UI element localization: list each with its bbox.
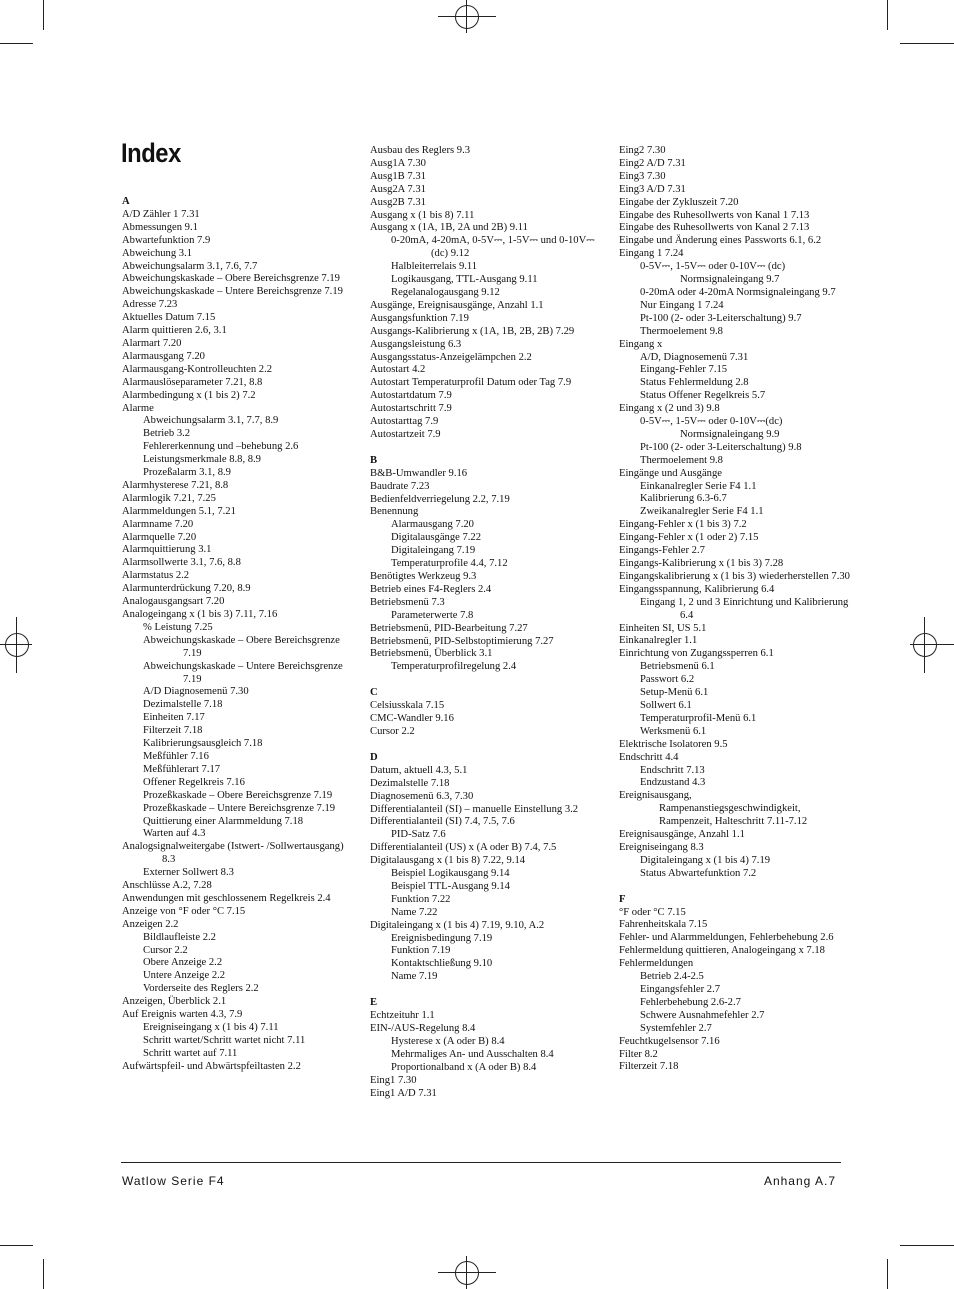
index-entry: Differentialanteil (SI) – manuelle Einstellung 3.2 (370, 803, 579, 815)
index-entry: Alarmauslöseparameter 7.21, 8.8 (122, 376, 263, 388)
index-entry: Digitalausgang x (1 bis 8) 7.22, 9.14 (370, 855, 526, 867)
index-entry: Fehlerbehebung 2.6-2.7 (640, 996, 741, 1008)
index-entry: Auf Ereignis warten 4.3, 7.9 (122, 1009, 243, 1021)
index-entry: Cursor 2.2 (143, 944, 188, 956)
registration-mark-bottom-h (438, 1272, 496, 1273)
index-entry: Einheiten 7.17 (143, 712, 205, 724)
index-entry: Eingang 1 7.24 (619, 248, 684, 260)
index-entry: Anzeigen, Überblick 2.1 (122, 996, 227, 1008)
index-entry: Funktion 7.22 (391, 893, 451, 905)
index-entry: Eingangsfehler 2.7 (640, 984, 721, 995)
index-entry: Ausgänge, Ereignisausgänge, Anzahl 1.1 (370, 299, 544, 311)
index-entry: Differentialanteil (SI) 7.4, 7.5, 7.6 (370, 816, 515, 828)
index-entry: Alarmunterdrückung 7.20, 8.9 (122, 583, 251, 595)
index-entry: Baudrate 7.23 (370, 480, 430, 492)
index-entry: Eingabe des Ruhesollwerts von Kanal 2 7.13 (619, 222, 810, 234)
index-entry: Analogeingang x (1 bis 3) 7.11, 7.16 (122, 609, 278, 620)
index-entry: Adresse 7.23 (122, 299, 178, 311)
index-entry: Diagnosemenü 6.3, 7.30 (370, 790, 474, 802)
index-entry: Autostartschritt 7.9 (370, 403, 452, 415)
index-entry: Filterzeit 7.18 (143, 725, 203, 737)
index-letter-heading: C (370, 687, 378, 699)
index-entry: Meßfühlerart 7.17 (143, 763, 221, 775)
index-entry: Anwendungen mit geschlossenem Regelkreis 2.4 (122, 892, 331, 904)
index-entry: % Leistung 7.25 (143, 621, 213, 633)
index-entry: B&B-Umwandler 9.16 (370, 467, 468, 479)
index-entry: Schritt wartet/Schritt wartet nicht 7.11 (143, 1034, 306, 1046)
index-entry: Digitaleingang 7.19 (391, 545, 476, 557)
index-entry: Prozeßkaskade – Untere Bereichsgrenze 7.19 (143, 802, 336, 814)
registration-mark-left-circle (5, 633, 29, 657)
index-entry: Alarmhysterese 7.21, 8.8 (122, 479, 229, 491)
crop-mark-bottom-right-v (887, 1259, 888, 1289)
index-entry: Pt-100 (2- oder 3-Leiterschaltung) 9.7 (640, 312, 802, 324)
index-entry: Name 7.22 (391, 906, 438, 918)
index-entry: Aktuelles Datum 7.15 (122, 312, 216, 324)
index-entry: Eing1 A/D 7.31 (370, 1087, 437, 1099)
index-entry: Ereigniseingang x (1 bis 4) 7.11 (143, 1022, 279, 1033)
index-entry: Passwort 6.2 (640, 674, 695, 686)
index-entry: Warten auf 4.3 (143, 828, 206, 840)
index-entry: Abmessungen 9.1 (122, 221, 198, 233)
registration-mark-top-h (438, 16, 496, 17)
index-entry: Betriebsmenü 7.3 (370, 596, 445, 608)
index-entry: Einkanalregler Serie F4 1.1 (640, 480, 757, 492)
index-entry: Benennung (370, 506, 419, 518)
index-entry: Temperaturprofil-Menü 6.1 (640, 712, 757, 724)
index-entry: A/D Zähler 1 7.31 (122, 208, 200, 220)
index-entry: Ausgang x (1A, 1B, 2A und 2B) 9.11 (370, 222, 528, 234)
index-entry: Eingangskalibrierung x (1 bis 3) wiederherstellen 7.30 (619, 570, 850, 582)
index-entry: Schritt wartet auf 7.11 (143, 1047, 238, 1059)
index-entry: Offener Regelkreis 7.16 (143, 776, 245, 788)
index-entry: Autostartzeit 7.9 (370, 428, 441, 440)
index-entry: Alarmausgang 7.20 (122, 350, 205, 362)
index-entry: Kontaktschließung 9.10 (391, 958, 493, 970)
index-entry: Status Offener Regelkreis 5.7 (640, 390, 766, 402)
index-entry: Eingangs-Fehler 2.7 (619, 545, 705, 557)
index-entry: Eingabe der Zykluszeit 7.20 (619, 196, 739, 208)
index-entry: Parameterwerte 7.8 (391, 609, 474, 621)
registration-mark-top-circle (455, 5, 479, 29)
crop-mark-bottom-right-h (900, 1245, 954, 1246)
index-entry: Name 7.19 (391, 971, 438, 983)
index-entry: Autostart 4.2 (370, 364, 426, 376)
index-entry: Benötigtes Werkzeug 9.3 (370, 571, 477, 582)
index-entry: Eingang-Fehler x (1 bis 3) 7.2 (619, 519, 747, 531)
index-entry: Einrichtung von Zugangssperren 6.1 (619, 648, 774, 660)
index-entry: Alarmart 7.20 (122, 337, 182, 349)
index-entry: Eingänge und Ausgänge (619, 467, 722, 479)
index-entry: Betrieb eines F4-Reglers 2.4 (370, 583, 492, 595)
index-entry: 0-20mA oder 4-20mA Normsignaleingang 9.7 (640, 286, 836, 298)
registration-mark-right-circle (913, 633, 937, 657)
registration-mark-right-h (910, 644, 954, 645)
index-entry: Alarmausgang 7.20 (391, 519, 474, 531)
index-entry: Abweichungskaskade – Untere Bereichsgrenze 7.19 (143, 660, 343, 685)
index-entry: A/D Diagnosemenü 7.30 (143, 686, 249, 698)
index-entry: Fehlermeldungen (619, 958, 694, 970)
index-letter-heading: B (370, 454, 378, 466)
index-entry: Fahrenheitskala 7.15 (619, 919, 708, 931)
index-entry: Proportionalband x (A oder B) 8.4 (391, 1061, 537, 1073)
index-entry: Meßfühler 7.16 (143, 750, 209, 762)
index-entry: Eingang x (619, 338, 663, 350)
index-entry: Alarmbedingung x (1 bis 2) 7.2 (122, 389, 256, 401)
index-entry: Ausg2B 7.31 (370, 196, 426, 208)
index-entry: Beispiel Logikausgang 9.14 (391, 868, 510, 880)
index-entry: Temperaturprofilregelung 2.4 (391, 661, 517, 673)
index-entry: Alarmsollwerte 3.1, 7.6, 8.8 (122, 557, 241, 569)
index-entry: Betrieb 3.2 (143, 428, 191, 440)
index-entry: Digitaleingang x (1 bis 4) 7.19 (640, 854, 771, 866)
index-letter-heading: E (370, 997, 378, 1009)
index-entry: Prozeßkaskade – Obere Bereichsgrenze 7.19 (143, 789, 333, 801)
index-entry: Alarmausgang-Kontrolleuchten 2.2 (122, 363, 273, 375)
index-entry: Betrieb 2.4-2.5 (640, 971, 704, 983)
index-entry: Autostarttag 7.9 (370, 416, 439, 428)
index-entry: Betriebsmenü, PID-Bearbeitung 7.27 (370, 622, 528, 634)
index-entry: Ereignisausgang, (619, 790, 692, 802)
index-entry: Analogsignalweitergabe (Istwert- /Sollwertausgang) 8.3 (122, 841, 344, 866)
index-entry: Setup-Menü 6.1 (640, 687, 709, 699)
index-entry: Alarme (122, 402, 154, 414)
index-entry: Vorderseite des Reglers 2.2 (143, 983, 259, 995)
index-entry: Differentialanteil (US) x (A oder B) 7.4, 7.5 (370, 842, 557, 854)
index-entry: Bedienfeldverriegelung 2.2, 7.19 (370, 493, 510, 505)
index-entry: 0-5V⎓, 1-5V⎓ oder 0-10V⎓(dc) Normsignaleingang 9.9 (640, 416, 783, 440)
index-entry: Ausgangsstatus-Anzeigelämpchen 2.2 (370, 351, 532, 363)
index-entry: Eingabe des Ruhesollwerts von Kanal 1 7.13 (619, 209, 810, 221)
index-entry: Temperaturprofile 4.4, 7.12 (391, 558, 508, 570)
crop-mark-top-left-h (0, 43, 33, 44)
index-entry: Autostart Temperaturprofil Datum oder Tag 7.9 (370, 377, 572, 389)
index-entry: Mehrmaliges An- und Ausschalten 8.4 (391, 1048, 554, 1060)
index-entry: Einkanalregler 1.1 (619, 635, 698, 647)
index-entry: Eing2 7.30 (619, 145, 666, 156)
crop-mark-top-right-h (900, 43, 954, 44)
index-entry: Alarmname 7.20 (122, 518, 194, 530)
index-entry: Eingang 1, 2 und 3 Einrichtung und Kalibrierung 6.4 (640, 596, 849, 621)
index-entry: Obere Anzeige 2.2 (143, 957, 223, 969)
index-entry: Ereignisbedingung 7.19 (391, 932, 493, 944)
index-entry: Datum, aktuell 4.3, 5.1 (370, 764, 468, 776)
index-entry: Schwere Ausnahmefehler 2.7 (640, 1009, 765, 1021)
index-letter-heading: F (619, 893, 626, 905)
index-entry: Alarmlogik 7.21, 7.25 (122, 492, 216, 504)
index-entry: Einheiten SI, US 5.1 (619, 622, 707, 634)
index-entry: PID-Satz 7.6 (391, 829, 446, 841)
index-entry: Bildlaufleiste 2.2 (143, 931, 216, 943)
index-column-1 (122, 196, 357, 1074)
index-entry: Anschlüsse A.2, 7.28 (122, 880, 212, 892)
index-entry: Autostartdatum 7.9 (370, 390, 452, 402)
index-entry: Analogausgangsart 7.20 (122, 596, 225, 608)
index-entry: Filter 8.2 (619, 1048, 658, 1060)
index-entry: Anzeige von °F oder °C 7.15 (122, 905, 246, 917)
footer-right: Anhang A.7 (763, 1174, 836, 1188)
index-entry: Dezimalstelle 7.18 (143, 699, 223, 711)
index-entry: Abweichungsalarm 3.1, 7.6, 7.7 (122, 260, 258, 272)
index-entry: Alarmstatus 2.2 (122, 570, 190, 582)
index-entry: Werksmenü 6.1 (640, 725, 707, 737)
index-entry: °F oder °C 7.15 (619, 906, 686, 918)
index-entry: Quittierung einer Alarmmeldung 7.18 (143, 815, 304, 827)
index-entry: Sollwert 6.1 (640, 699, 692, 711)
index-entry: Prozeßalarm 3.1, 8.9 (143, 467, 231, 479)
registration-mark-bottom-circle (455, 1261, 479, 1285)
index-entry: Aufwärtspfeil- und Abwärtspfeiltasten 2.2 (122, 1060, 301, 1072)
index-entry: Nur Eingang 1 7.24 (640, 299, 724, 311)
index-entry: EIN-/AUS-Regelung 8.4 (370, 1023, 476, 1034)
index-entry: Fehlererkennung und –behebung 2.6 (143, 441, 299, 453)
index-entry: Thermoelement 9.8 (640, 325, 723, 337)
index-entry: Eing3 7.30 (619, 170, 666, 182)
index-entry: Fehlermeldung quittieren, Analogeingang x 7.18 (619, 945, 825, 957)
index-entry: Ereignisausgänge, Anzahl 1.1 (619, 829, 745, 841)
index-entry: Regelanalogausgang 9.12 (391, 286, 500, 298)
index-entry: Ausg1B 7.31 (370, 170, 426, 182)
crop-mark-top-right-v (887, 0, 888, 30)
index-entry: Hysterese x (A oder B) 8.4 (391, 1035, 505, 1047)
index-entry: Eingangs-Kalibrierung x (1 bis 3) 7.28 (619, 558, 784, 569)
registration-mark-right-v (924, 617, 925, 673)
index-entry: Beispiel TTL-Ausgang 9.14 (391, 880, 510, 892)
index-entry: Status Abwartefunktion 7.2 (640, 867, 757, 879)
index-entry: Eingang x (2 und 3) 9.8 (619, 403, 720, 415)
index-entry: Halbleiterrelais 9.11 (391, 261, 478, 273)
index-entry: Funktion 7.19 (391, 945, 451, 957)
page-title: Index (121, 138, 181, 168)
index-entry: Digitalausgänge 7.22 (391, 532, 482, 544)
index-column-3 (619, 145, 851, 1074)
index-entry: Rampenanstiegsgeschwindigkeit, Rampenzeit, Halteschritt 7.11-7.12 (659, 803, 808, 828)
index-entry: Celsiusskala 7.15 (370, 700, 445, 712)
index-entry: Betriebsmenü, PID-Selbstoptimierung 7.27 (370, 635, 554, 647)
index-entry: Eing2 A/D 7.31 (619, 157, 686, 169)
index-entry: Untere Anzeige 2.2 (143, 970, 226, 982)
index-entry: A/D, Diagnosemenü 7.31 (640, 351, 749, 363)
index-entry: Abweichungskaskade – Untere Bereichsgrenze 7.19 (122, 286, 343, 298)
index-entry: Elektrische Isolatoren 9.5 (619, 738, 728, 750)
index-entry: Ausbau des Reglers 9.3 (370, 145, 471, 156)
index-entry: Alarmquittierung 3.1 (122, 544, 212, 556)
index-entry: Eingangsspannung, Kalibrierung 6.4 (619, 583, 775, 595)
index-entry: Abwartefunktion 7.9 (122, 234, 211, 246)
index-entry: Status Fehlermeldung 2.8 (640, 377, 749, 389)
index-entry: Endschritt 4.4 (619, 751, 679, 763)
index-entry: Logikausgang, TTL-Ausgang 9.11 (391, 274, 538, 286)
index-entry: Abweichungskaskade – Obere Bereichsgrenze 7.19 (122, 273, 340, 285)
index-entry: Ausgang x (1 bis 8) 7.11 (370, 209, 475, 221)
index-column-2 (370, 145, 605, 1100)
index-letter-heading: A (122, 196, 130, 207)
index-entry: Eingang-Fehler x (1 oder 2) 7.15 (619, 532, 759, 544)
index-entry: Alarm quittieren 2.6, 3.1 (122, 325, 227, 337)
index-entry: Kalibrierungsausgleich 7.18 (143, 738, 263, 750)
index-entry: Ausgangsleistung 6.3 (370, 338, 462, 350)
index-entry: Digitaleingang x (1 bis 4) 7.19, 9.10, A.2 (370, 919, 545, 931)
registration-mark-left-v (16, 617, 17, 673)
index-entry: Pt-100 (2- oder 3-Leiterschaltung) 9.8 (640, 441, 802, 453)
index-entry: Eing1 7.30 (370, 1074, 417, 1086)
registration-mark-left-h (0, 644, 32, 645)
index-entry: Anzeigen 2.2 (122, 918, 179, 930)
index-entry: Abweichung 3.1 (122, 247, 193, 259)
footer-left: Watlow Serie F4 (122, 1174, 225, 1188)
index-entry: Cursor 2.2 (370, 725, 415, 737)
index-entry: Alarmmeldungen 5.1, 7.21 (122, 505, 236, 517)
index-entry: Endzustand 4.3 (640, 777, 706, 789)
index-entry: Betriebsmenü 6.1 (640, 661, 715, 673)
index-entry: CMC-Wandler 9.16 (370, 713, 454, 725)
index-entry: Eingabe und Änderung eines Passworts 6.1, 6.2 (619, 235, 822, 247)
index-entry: Fehler- und Alarmmeldungen, Fehlerbehebung 2.6 (619, 932, 834, 944)
index-entry: Ausg1A 7.30 (370, 157, 426, 169)
index-entry: Ausgangsfunktion 7.19 (370, 312, 469, 324)
index-entry: Thermoelement 9.8 (640, 454, 723, 466)
index-entry: Zweikanalregler Serie F4 1.1 (640, 506, 764, 518)
crop-mark-bottom-left-h (0, 1245, 33, 1246)
index-entry: Feuchtkugelsensor 7.16 (619, 1035, 720, 1047)
footer-rule (121, 1162, 841, 1163)
index-entry: Filterzeit 7.18 (619, 1061, 679, 1073)
index-entry: Echtzeituhr 1.1 (370, 1010, 435, 1022)
index-entry: 0-20mA, 4-20mA, 0-5V⎓, 1-5V⎓ und 0-10V⎓ (dc) 9.12 (391, 235, 595, 260)
index-entry: Dezimalstelle 7.18 (370, 777, 450, 789)
index-entry: 0-5V⎓, 1-5V⎓ oder 0-10V⎓ (dc) Normsignaleingang 9.7 (640, 261, 786, 286)
index-entry: Alarmquelle 7.20 (122, 531, 197, 543)
index-letter-heading: D (370, 751, 378, 763)
index-entry: Ereigniseingang 8.3 (619, 841, 704, 853)
index-entry: Leistungsmerkmale 8.8, 8.9 (143, 454, 261, 466)
index-entry: Eingang-Fehler 7.15 (640, 364, 728, 376)
index-entry: Systemfehler 2.7 (640, 1022, 712, 1034)
index-entry: Ausgangs-Kalibrierung x (1A, 1B, 2B, 2B) 7.29 (370, 325, 575, 337)
index-entry: Eing3 A/D 7.31 (619, 183, 686, 195)
index-entry: Betriebsmenü, Überblick 3.1 (370, 648, 493, 660)
index-entry: Ausg2A 7.31 (370, 183, 426, 195)
crop-mark-top-left-v (43, 0, 44, 30)
index-entry: Abweichungsalarm 3.1, 7.7, 8.9 (143, 415, 279, 427)
index-entry: Externer Sollwert 8.3 (143, 867, 234, 879)
index-entry: Endschritt 7.13 (640, 764, 705, 776)
crop-mark-bottom-left-v (43, 1259, 44, 1289)
index-entry: Abweichungskaskade – Obere Bereichsgrenze 7.19 (143, 634, 340, 659)
index-entry: Kalibrierung 6.3-6.7 (640, 493, 727, 505)
